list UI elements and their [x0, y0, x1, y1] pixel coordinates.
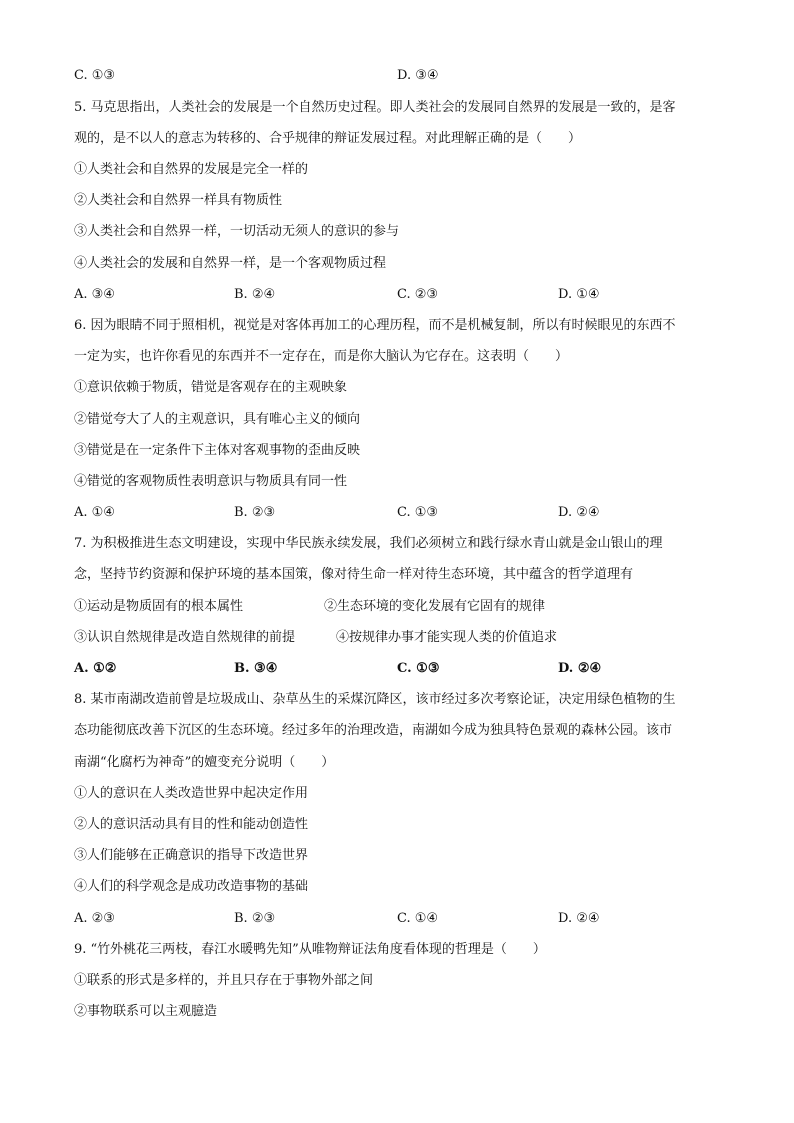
- q6-options: [74, 504, 714, 522]
- q8-option-d: D. ②④: [558, 911, 600, 926]
- q6-item-2: ②错觉夸大了人的主观意识，具有唯心主义的倾向: [74, 412, 361, 427]
- q8-item-2: ②人的意识活动具有目的性和能动创造性: [74, 817, 309, 832]
- q5-item-3: ③人类社会和自然界一样，一切活动无须人的意识的参与: [74, 224, 400, 239]
- q5-option-a: A. ③④: [74, 287, 115, 302]
- q6-item-3: ③错觉是在一定条件下主体对客观事物的歪曲反映: [74, 443, 361, 458]
- q8-item-4: ④人们的科学观念是成功改造事物的基础: [74, 879, 309, 894]
- q6-stem-line-1: 6. 因为眼睛不同于照相机，视觉是对客体再加工的心理历程，而不是机械复制，所以有时候眼见的东西不: [74, 318, 676, 333]
- q8-stem-line-3: 南湖“化腐朽为神奇”的嬗变充分说明（ ）: [74, 755, 335, 770]
- q7-item-2: ②生态环境的变化发展有它固有的规律: [324, 599, 546, 614]
- q8-item-1: ①人的意识在人类改造世界中起决定作用: [74, 786, 309, 801]
- q9-item-1: ①联系的形式是多样的，并且只存在于事物外部之间: [74, 973, 374, 988]
- q5-option-d: D. ①④: [558, 287, 600, 302]
- q6-item-4: ④错觉的客观物质性表明意识与物质具有同一性: [74, 474, 348, 489]
- q7-item-1: ①运动是物质固有的根本属性: [74, 599, 244, 614]
- q8-stem-line-1: 8. 某市南湖改造前曾是垃圾成山、杂草丛生的采煤沉降区，该市经过多次考察论证，决定用绿色植物的生: [74, 692, 676, 707]
- q4-options-tail: [74, 67, 714, 85]
- q8-item-3: ③人们能够在正确意识的指导下改造世界: [74, 848, 309, 863]
- q7-option-a: A. ①②: [74, 661, 117, 676]
- q5-option-c: C. ②③: [397, 287, 439, 302]
- q7-item-4: ④按规律办事才能实现人类的价值追求: [336, 630, 558, 645]
- q7-items-row-1: [74, 598, 714, 616]
- q5-item-2: ②人类社会和自然界一样具有物质性: [74, 193, 283, 208]
- q9-stem-line-1: 9. “竹外桃花三两枝，春江水暖鸭先知”从唯物辩证法角度看体现的哲理是（ ）: [74, 942, 546, 957]
- option-d: D. ③④: [397, 68, 439, 83]
- q6-stem-line-2: 一定为实，也许你看见的东西并不一定存在，而是你大脑认为它存在。这表明（ ）: [74, 349, 569, 364]
- q7-option-c: C. ①③: [397, 661, 440, 676]
- q8-option-a: A. ②③: [74, 911, 115, 926]
- q5-options: [74, 286, 714, 304]
- q6-option-c: C. ①③: [397, 505, 439, 520]
- q6-option-d: D. ②④: [558, 505, 600, 520]
- q9-item-2: ②事物联系可以主观臆造: [74, 1004, 218, 1019]
- q7-stem-line-2: 念，坚持节约资源和保护环境的基本国策，像对待生命一样对待生态环境，其中蕴含的哲学道理有: [74, 567, 634, 582]
- q5-stem-line-1: 5. 马克思指出，人类社会的发展是一个自然历史过程。即人类社会的发展同自然界的发展是一致的，是客: [74, 100, 676, 115]
- q6-option-b: B. ②③: [234, 505, 276, 520]
- q7-item-3: ③认识自然规律是改造自然规律的前提: [74, 630, 296, 645]
- option-c: C. ①③: [74, 68, 116, 83]
- q8-option-b: B. ②③: [234, 911, 276, 926]
- q5-item-4: ④人类社会的发展和自然界一样，是一个客观物质过程: [74, 256, 387, 271]
- q5-item-1: ①人类社会和自然界的发展是完全一样的: [74, 162, 309, 177]
- q5-option-b: B. ②④: [234, 287, 276, 302]
- q8-stem-line-2: 态功能彻底改善下沉区的生态环境。经过多年的治理改造，南湖如今成为独具特色景观的森林公园。该市: [74, 723, 673, 738]
- q8-options: [74, 910, 714, 928]
- q5-stem-line-2: 观的，是不以人的意志为转移的、合乎规律的辩证发展过程。对此理解正确的是（ ）: [74, 131, 582, 146]
- q8-option-c: C. ①④: [397, 911, 439, 926]
- q6-option-a: A. ①④: [74, 505, 115, 520]
- q7-option-b: B. ③④: [234, 661, 278, 676]
- q7-stem-line-1: 7. 为积极推进生态文明建设，实现中华民族永续发展，我们必须树立和践行绿水青山就是金山银山的理: [74, 536, 663, 551]
- q7-option-d: D. ②④: [558, 661, 602, 676]
- q7-options: [74, 660, 714, 678]
- q6-item-1: ①意识依赖于物质，错觉是客观存在的主观映象: [74, 380, 348, 395]
- q7-items-row-2: [74, 629, 714, 647]
